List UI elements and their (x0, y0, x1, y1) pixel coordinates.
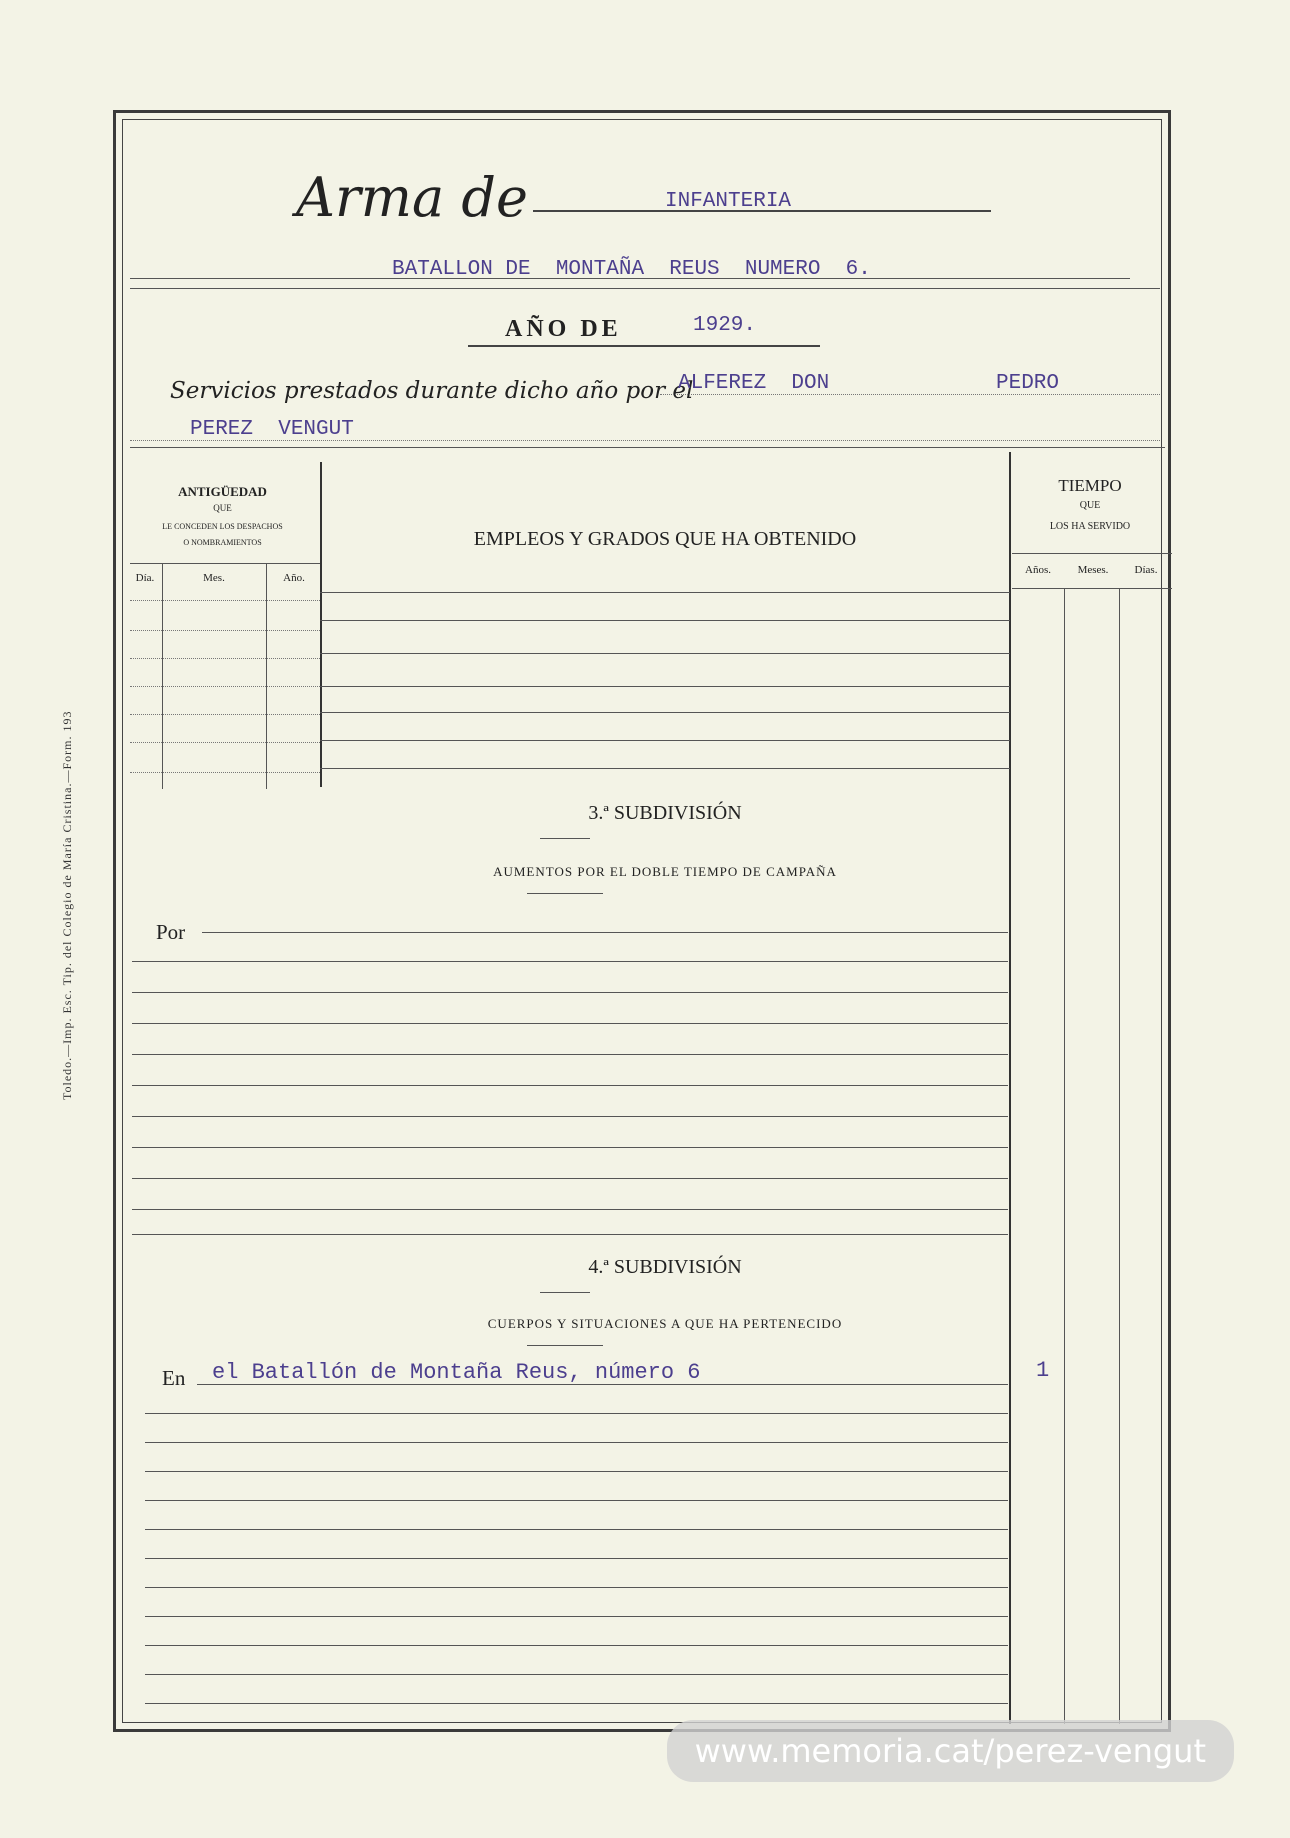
sub4-years: 1 (1036, 1358, 1050, 1383)
year-underline (468, 345, 820, 347)
mes-ano-divider (266, 563, 267, 789)
sub4-rule (145, 1500, 1008, 1501)
por-label: Por (156, 920, 186, 944)
arma-label: Arma de (296, 166, 528, 229)
col-dia: Día. (135, 572, 155, 584)
col-meses: Meses. (1077, 564, 1109, 576)
antiguedad-row (130, 600, 320, 601)
sub3-rule (132, 1209, 1008, 1210)
antiguedad-divider (130, 563, 320, 564)
sub3-rule (132, 1178, 1008, 1179)
antiguedad-row (130, 686, 320, 687)
en-label: En (162, 1366, 186, 1390)
anos-meses-divider (1064, 588, 1065, 1724)
sub3-rule (132, 1116, 1008, 1117)
empleos-rule (320, 653, 1010, 654)
antiguedad-row (130, 714, 320, 715)
unit-underline (130, 278, 1130, 279)
tiempo-left-border (1009, 452, 1011, 1724)
antiguedad-row (130, 630, 320, 631)
col-mes: Mes. (203, 572, 225, 584)
header-divider (130, 288, 1160, 289)
empleos-rule (320, 768, 1010, 769)
watermark-url: www.memoria.cat/perez-vengut (667, 1720, 1234, 1782)
sub4-rule (145, 1645, 1008, 1646)
sub3-rule (132, 961, 1008, 962)
empleos-title: EMPLEOS Y GRADOS QUE HA OBTENIDO (473, 528, 857, 550)
empleos-rule (320, 592, 1010, 593)
services-label: Servicios prestados durante dicho año por el (170, 378, 694, 404)
unit-value: BATALLON DE MONTAÑA REUS NUMERO 6. (392, 258, 871, 281)
antiguedad-right-border (320, 462, 322, 787)
sub4-rule (145, 1442, 1008, 1443)
tiempo-divider (1012, 553, 1172, 554)
en-line (197, 1384, 1008, 1385)
tiempo-sub: LOS HA SERVIDO (1049, 521, 1131, 532)
printer-imprint: Toledo.—Imp. Esc. Tip. del Colegio de María Cristina.—Form. 193 (60, 710, 74, 1100)
sub3-subtitle: AUMENTOS POR EL DOBLE TIEMPO DE CAMPAÑA (493, 864, 837, 879)
year-label: AÑO DE (505, 316, 622, 342)
year-value: 1929. (693, 314, 757, 337)
sub3-rule (132, 992, 1008, 993)
sub3-title-rule (540, 838, 590, 839)
sub4-rule (145, 1703, 1008, 1704)
antiguedad-row (130, 772, 320, 773)
col-anos: Años. (1025, 564, 1051, 576)
meses-dias-divider (1119, 588, 1120, 1724)
sub4-rule (145, 1587, 1008, 1588)
empleos-rule (320, 686, 1010, 687)
sub4-entry: el Batallón de Montaña Reus, número 6 (212, 1360, 701, 1385)
sub4-rule (145, 1471, 1008, 1472)
col-dias: Días. (1134, 564, 1158, 576)
dia-mes-divider (162, 563, 163, 789)
sub3-rule (132, 1054, 1008, 1055)
antiguedad-title: ANTIGÜEDAD (178, 484, 267, 499)
sub4-rule (145, 1529, 1008, 1530)
por-line (202, 932, 1008, 933)
empleos-rule (320, 620, 1010, 621)
antiguedad-que: QUE (213, 503, 232, 513)
surname: PEREZ VENGUT (190, 418, 354, 441)
antiguedad-row (130, 742, 320, 743)
antiguedad-row (130, 658, 320, 659)
tiempo-colhead-line (1012, 588, 1172, 589)
antiguedad-sub2: O NOMBRAMIENTOS (183, 538, 262, 547)
arma-value: INFANTERIA (665, 190, 792, 213)
sub4-title-rule (540, 1292, 590, 1293)
rank-value: ALFEREZ DON (678, 372, 830, 395)
sub4-rule (145, 1413, 1008, 1414)
tiempo-title: TIEMPO (1058, 476, 1122, 495)
sub3-rule (132, 1085, 1008, 1086)
sub3-rule (132, 1234, 1008, 1235)
sub3-subtitle-rule (527, 893, 603, 894)
sub3-title: 3.ª SUBDIVISIÓN (588, 802, 742, 824)
antiguedad-sub1: LE CONCEDEN LOS DESPACHOS (162, 522, 283, 531)
sub4-rule (145, 1558, 1008, 1559)
sub4-subtitle-rule (527, 1345, 603, 1346)
empleos-rule (320, 740, 1010, 741)
col-ano: Año. (283, 572, 305, 584)
sub4-rule (145, 1674, 1008, 1675)
surname-dotted-line (130, 440, 1160, 441)
table-top-line (130, 447, 1165, 448)
sub4-subtitle: CUERPOS Y SITUACIONES A QUE HA PERTENECIDO (487, 1316, 843, 1331)
first-name: PEDRO (996, 372, 1060, 395)
sub3-rule (132, 1023, 1008, 1024)
tiempo-que: QUE (1079, 500, 1101, 511)
sub4-rule (145, 1616, 1008, 1617)
services-dotted-line (660, 394, 1160, 395)
inner-frame (122, 119, 1162, 1723)
empleos-rule (320, 712, 1010, 713)
sub4-title: 4.ª SUBDIVISIÓN (588, 1256, 742, 1278)
sub3-rule (132, 1147, 1008, 1148)
